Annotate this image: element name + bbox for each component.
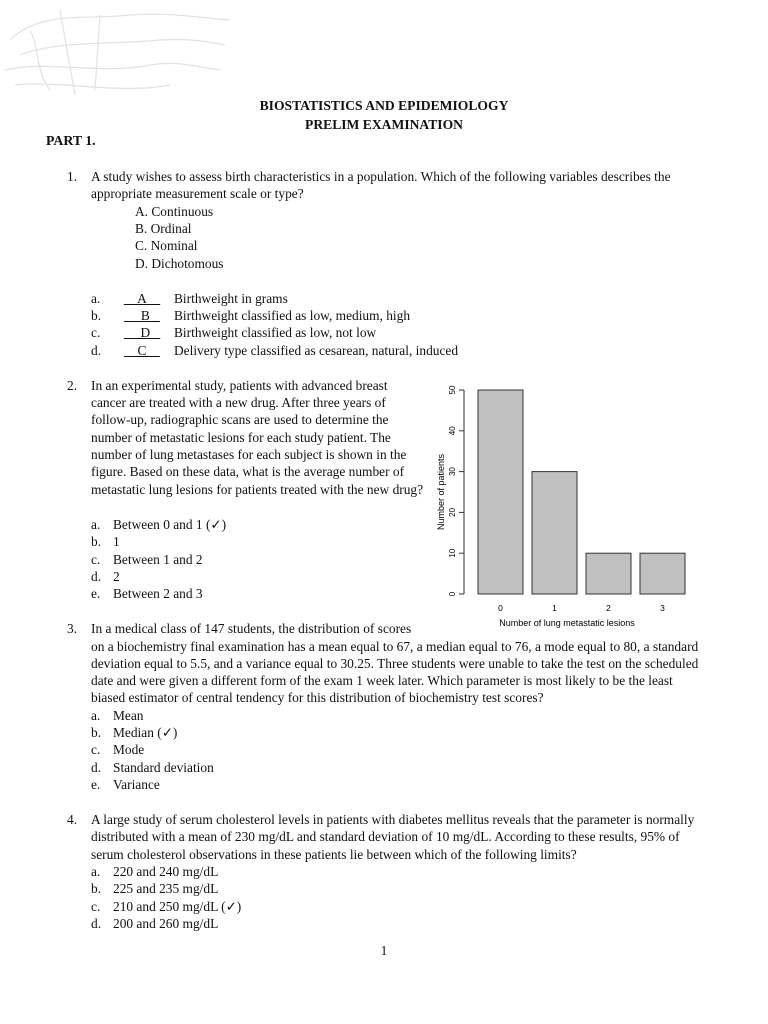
y-tick-label: 40	[448, 426, 457, 436]
option-letter: d.	[91, 916, 102, 931]
option-text: Variance	[113, 777, 160, 792]
question-text-line: A large study of serum cholesterol levels in patients with diabetes mellitus reveals that the parameter is normally	[91, 812, 695, 827]
question-number: 2.	[67, 378, 78, 393]
question-number: 4.	[67, 812, 78, 827]
question-text-line: In an experimental study, patients with advanced breast	[91, 378, 388, 393]
question-number: 3.	[67, 621, 78, 636]
option-letter: a.	[91, 864, 101, 879]
option-letter: b.	[91, 881, 102, 896]
x-tick-label: 1	[552, 603, 557, 613]
option-text: 220 and 240 mg/dL	[113, 864, 219, 879]
exam-title: BIOSTATISTICS AND EPIDEMIOLOGY	[259, 98, 509, 113]
bar	[586, 553, 631, 594]
option-letter: e.	[91, 586, 101, 601]
choice-item: D. Dichotomous	[135, 256, 224, 271]
answer-blank	[113, 324, 171, 341]
answer-blank	[113, 290, 171, 307]
option-text: Mean	[113, 708, 144, 723]
option-text: 225 and 235 mg/dL	[113, 881, 219, 896]
item-text: Birthweight in grams	[174, 291, 288, 306]
question-text-line: biased estimator of central tendency for this distribution of biochemistry test scores?	[91, 690, 544, 705]
option-text: Between 2 and 3	[113, 586, 203, 601]
question-text-line: In a medical class of 147 students, the distribution of scores	[91, 621, 412, 636]
question-text-line: follow-up, radiographic scans are used to determine the	[91, 412, 389, 427]
y-tick-label: 20	[448, 507, 457, 517]
y-tick-label: 50	[448, 385, 457, 395]
x-tick-label: 3	[660, 603, 665, 613]
item-letter: b.	[91, 308, 102, 323]
x-tick-label: 2	[606, 603, 611, 613]
option-letter: a.	[91, 708, 101, 723]
option-letter: d.	[91, 569, 102, 584]
question-text-line: date and were given a different form of the exam 1 week later. Which parameter is most likely to be the least	[91, 673, 673, 688]
item-text: Birthweight classified as low, medium, high	[174, 308, 411, 323]
question-text-line: appropriate measurement scale or type?	[91, 186, 304, 201]
question-text-line: deviation equal to 5.5, and a variance equal to 30.25. Three students were unable to take the test on the scheduled	[91, 656, 699, 671]
option-letter: b.	[91, 725, 102, 740]
item-letter: d.	[91, 343, 102, 358]
x-tick-label: 0	[498, 603, 503, 613]
question-text-line: number of lung metastases for each subject is shown in the	[91, 447, 407, 462]
option-text: Between 0 and 1 (✓)	[113, 517, 227, 532]
item-letter: a.	[91, 291, 101, 306]
answer-letter: A	[137, 291, 147, 306]
y-tick-label: 30	[448, 467, 457, 477]
option-letter: a.	[91, 517, 101, 532]
answer-letter: D	[140, 325, 151, 340]
question-text-line: A study wishes to assess birth characteristics in a population. Which of the following variables describes the	[91, 169, 671, 184]
y-tick-label: 10	[448, 548, 457, 558]
option-text: 1	[113, 534, 120, 549]
question-text-line: number of metastatic lesions for each study patient. The	[91, 430, 391, 445]
item-letter: c.	[91, 325, 101, 340]
option-letter: c.	[91, 899, 101, 914]
question-text-line: serum cholesterol observations in these patients lie between which of the following limits?	[91, 847, 577, 862]
exam-subtitle: PRELIM EXAMINATION	[305, 117, 463, 132]
option-text: 210 and 250 mg/dL (✓)	[113, 899, 242, 914]
option-letter: d.	[91, 760, 102, 775]
choice-item: B. Ordinal	[135, 221, 192, 236]
item-text: Delivery type classified as cesarean, natural, induced	[174, 343, 459, 358]
x-axis-label: Number of lung metastatic lesions	[499, 618, 635, 628]
item-text: Birthweight classified as low, not low	[174, 325, 377, 340]
option-text: Mode	[113, 742, 145, 757]
option-text: 200 and 260 mg/dL	[113, 916, 219, 931]
option-letter: b.	[91, 534, 102, 549]
option-text: Median (✓)	[113, 725, 178, 740]
scribble-mark	[0, 0, 240, 110]
bar	[640, 553, 685, 594]
option-text: 2	[113, 569, 120, 584]
question-text-line: metastatic lung lesions for patients treated with the new drug?	[91, 482, 424, 497]
question-text-line: figure. Based on these data, what is the average number of	[91, 464, 405, 479]
page-number: 1	[380, 943, 388, 958]
answer-letter: B	[140, 308, 150, 323]
answer-letter: C	[137, 343, 147, 358]
answer-blank	[113, 342, 171, 359]
question-text-line: on a biochemistry final examination has a mean equal to 67, a median equal to 76, a mode equal to 80, a standard	[91, 639, 699, 654]
option-text: Between 1 and 2	[113, 552, 203, 567]
option-text: Standard deviation	[113, 760, 214, 775]
bar	[532, 472, 577, 594]
option-letter: c.	[91, 552, 101, 567]
choice-item: C. Nominal	[135, 238, 198, 253]
bar	[478, 390, 523, 594]
y-axis-label: Number of patients	[436, 453, 446, 531]
bar-chart	[428, 375, 708, 635]
option-letter: e.	[91, 777, 101, 792]
question-text-line: cancer are treated with a new drug. After three years of	[91, 395, 386, 410]
question-number: 1.	[67, 169, 78, 184]
option-letter: c.	[91, 742, 101, 757]
y-tick-label: 0	[448, 591, 457, 597]
part-heading: PART 1.	[46, 133, 96, 148]
question-text-line: distributed with a mean of 230 mg/dL and standard deviation of 10 mg/dL. According to these results, 95% of	[91, 829, 680, 844]
answer-blank	[113, 307, 171, 324]
choice-item: A. Continuous	[135, 204, 214, 219]
